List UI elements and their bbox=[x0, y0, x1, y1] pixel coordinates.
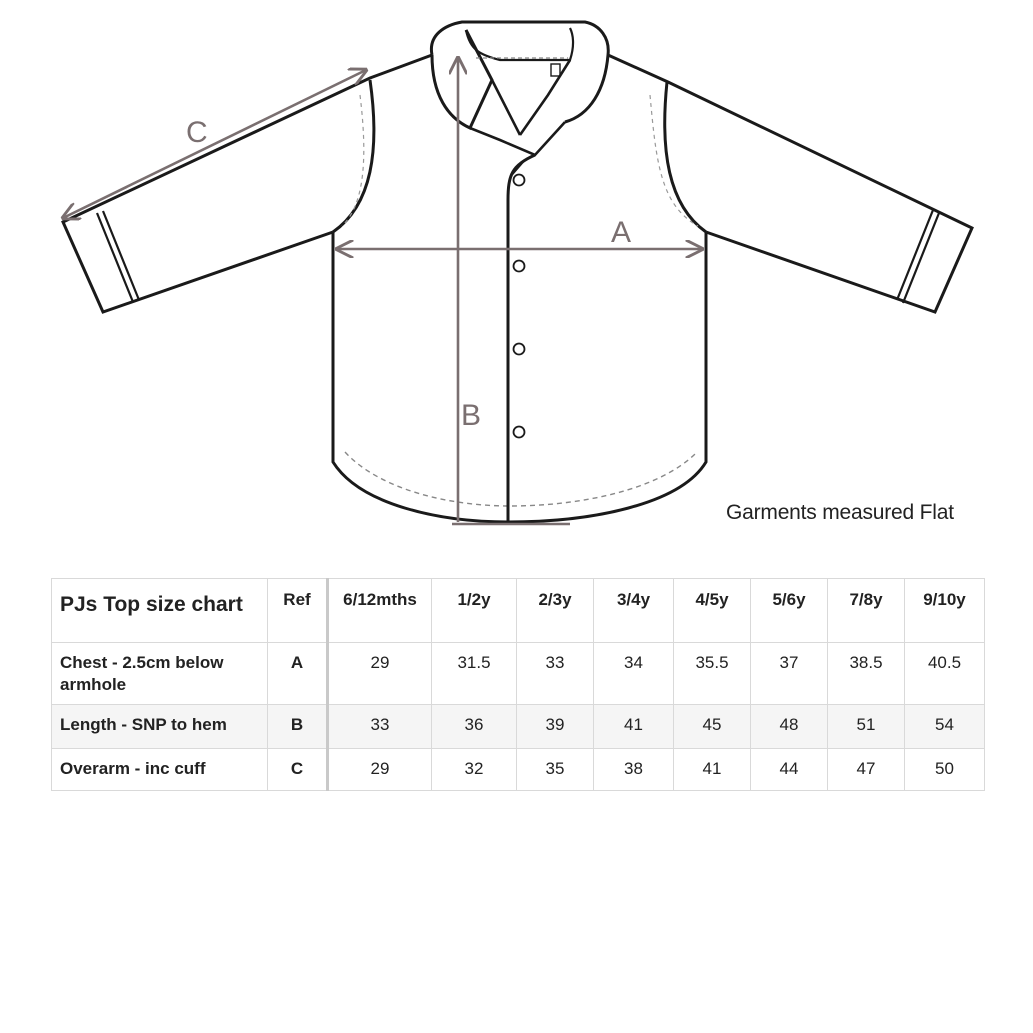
header-row bbox=[52, 579, 985, 643]
table-cell: 29 bbox=[328, 643, 432, 705]
table-cell: 34 bbox=[594, 643, 674, 705]
table-cell: 48 bbox=[751, 705, 828, 749]
placket-edge bbox=[508, 155, 535, 522]
table-cell: 51 bbox=[828, 705, 905, 749]
left-sleeve bbox=[63, 55, 432, 312]
table-cell: 41 bbox=[674, 749, 751, 791]
dimension-c-line bbox=[63, 70, 366, 218]
table-cell: 39 bbox=[517, 705, 594, 749]
table-cell: 41 bbox=[594, 705, 674, 749]
size-header: 2/3y bbox=[517, 579, 594, 643]
size-header: 7/8y bbox=[828, 579, 905, 643]
table-cell: 47 bbox=[828, 749, 905, 791]
table-cell: 31.5 bbox=[432, 643, 517, 705]
table-cell: 38.5 bbox=[828, 643, 905, 705]
collar-left bbox=[432, 30, 492, 128]
table-cell: 32 bbox=[432, 749, 517, 791]
table-row bbox=[52, 705, 985, 749]
table-row bbox=[52, 749, 985, 791]
dimension-a-label: A bbox=[611, 216, 632, 249]
table-cell: 45 bbox=[674, 705, 751, 749]
right-armhole bbox=[665, 82, 706, 232]
row-label: Overarm - inc cuff bbox=[52, 749, 268, 791]
row-ref: A bbox=[268, 643, 328, 705]
size-header: 3/4y bbox=[594, 579, 674, 643]
placket-stitch bbox=[512, 160, 525, 175]
size-header: 5/6y bbox=[751, 579, 828, 643]
button-4 bbox=[514, 427, 525, 438]
table-cell: 37 bbox=[751, 643, 828, 705]
buttons bbox=[514, 175, 525, 438]
table-cell: 33 bbox=[328, 705, 432, 749]
measurement-note: Garments measured Flat bbox=[726, 501, 954, 524]
body-outline bbox=[333, 232, 706, 522]
ref-header: Ref bbox=[268, 579, 328, 643]
table-cell: 50 bbox=[905, 749, 985, 791]
right-cuff-seam bbox=[897, 210, 939, 303]
table-cell: 36 bbox=[432, 705, 517, 749]
left-cuff-seam bbox=[97, 211, 139, 302]
row-label: Chest - 2.5cm below armhole bbox=[52, 643, 268, 705]
row-ref: C bbox=[268, 749, 328, 791]
table-cell: 35 bbox=[517, 749, 594, 791]
size-header: 4/5y bbox=[674, 579, 751, 643]
size-header: 6/12mths bbox=[328, 579, 432, 643]
button-1 bbox=[514, 175, 525, 186]
hem-stitching bbox=[345, 452, 697, 506]
table-cell: 54 bbox=[905, 705, 985, 749]
size-chart-table bbox=[51, 578, 985, 791]
table-title: PJs Top size chart bbox=[52, 579, 268, 643]
table-cell: 33 bbox=[517, 643, 594, 705]
row-label: Length - SNP to hem bbox=[52, 705, 268, 749]
table-row bbox=[52, 643, 985, 705]
side-stitching bbox=[342, 95, 698, 226]
size-header: 1/2y bbox=[432, 579, 517, 643]
table-cell: 40.5 bbox=[905, 643, 985, 705]
collar-tag bbox=[551, 64, 560, 76]
lapel-right bbox=[470, 60, 570, 155]
row-ref: B bbox=[268, 705, 328, 749]
button-3 bbox=[514, 344, 525, 355]
dimension-b-label: B bbox=[461, 399, 482, 432]
right-sleeve bbox=[608, 55, 972, 312]
table-cell: 35.5 bbox=[674, 643, 751, 705]
dimension-c-label: C bbox=[186, 116, 208, 149]
button-2 bbox=[514, 261, 525, 272]
size-header: 9/10y bbox=[905, 579, 985, 643]
table-cell: 38 bbox=[594, 749, 674, 791]
collar-inner bbox=[466, 28, 573, 60]
table-cell: 29 bbox=[328, 749, 432, 791]
table-cell: 44 bbox=[751, 749, 828, 791]
